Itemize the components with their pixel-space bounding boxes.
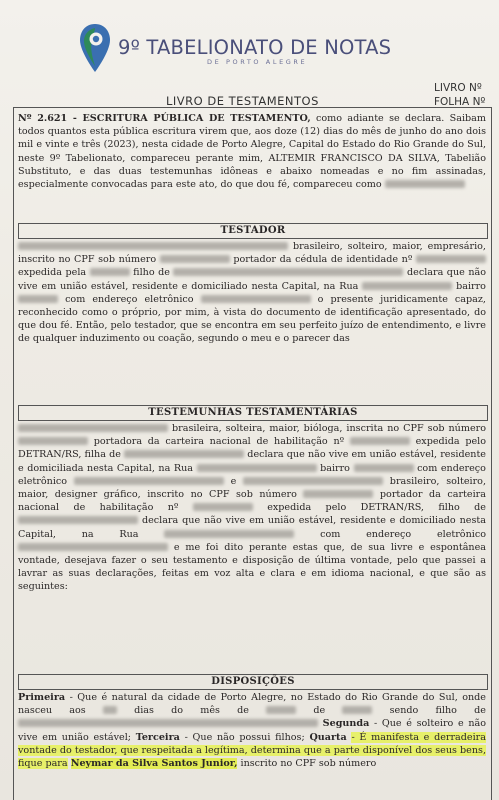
redacted-text: [416, 255, 486, 263]
redacted-text: [90, 268, 130, 276]
redacted-text: [18, 719, 318, 727]
redacted-text: [266, 706, 296, 714]
folha-label: FOLHA Nº: [434, 96, 486, 108]
notary-logo-icon: [78, 22, 112, 74]
redacted-text: [160, 255, 230, 263]
redacted-text: [173, 268, 403, 276]
redacted-text: [193, 503, 253, 511]
redacted-text: [243, 477, 383, 485]
heir-name: Neymar da Silva Santos Junior,: [70, 758, 238, 770]
testemunhas-paragraph: brasileira, solteira, maior, bióloga, inscrita no CPF sob número portadora da carteira nacional de habilitação nº expedida pelo DETRAN/RS, filha de declara que não vive em união estável, residente e domiciliada nesta Capital, na Rua bairro com endereço eletrônico e brasileiro, solteiro, maior, designer gráfico, inscrito no CPF sob número portador da carteira nacional de habilitação nº expedida pelo DETRAN/RS, filho de declara que não vive em união estável, residente e domiciliado nesta Capital, na Rua com endereço eletrônico e me foi dito perante estas que, de sua livre e espontânea vontade, desejava fazer o seu testamento e disposição de última vontade, pelo que passei a lavrar as suas declarações, feitas em voz alta e clara e em idioma nacional, e que são as seguintes:: [18, 423, 487, 593]
highlighted-clause: - É manifesta e derradeira vontade do testador, que respeitada a legítima, determina que a parte disponível dos seus bens, fique para: [18, 731, 486, 770]
section-header-testador: TESTADOR: [18, 223, 488, 239]
book-title: LIVRO DE TESTAMENTOS: [166, 94, 319, 108]
clause-primeira: Primeira: [18, 692, 66, 703]
intro-paragraph: Nº 2.621 - ESCRITURA PÚBLICA DE TESTAMENTO, como adiante se declara. Saibam todos quantos esta pública escritura virem que, aos doze (12) dias do mês de junho do ano dois mil e vinte e três (2023), nesta cidade de Porto Alegre, Capital do Estado do Rio Grande do Sul, neste 9º Tabelionato, compareceu perante mim, ALTEMIR FRANCISCO DA SILVA, Tabelião Substituto, e das duas testemunhas idôneas e abaixo nomeadas e no fim assinadas, especialmente convocadas para este ato, do que dou fé, compareceu como: [18, 113, 487, 191]
clause-terceira: Terceira: [135, 731, 180, 743]
section-header-disposicoes: DISPOSIÇÕES: [18, 674, 488, 690]
brand-name: 9º TABELIONATO DE NOTAS: [118, 36, 392, 59]
redacted-text: [342, 706, 372, 714]
disposicoes-paragraph: Primeira - Que é natural da cidade de Porto Alegre, no Estado do Rio Grande do Sul, onde nasceu aos dias do mês de de sendo filho de Segunda - Que é solteiro e não vive em união estável; Terceira - Que não possui filhos; Quarta - É manifesta e derradeira vontade do testador, que respeitada a legítima, determina que a parte disponível dos seus bens, fique para Neymar da Silva Santos Junior, inscrito no CPF sob número: [18, 692, 486, 770]
redacted-text: [350, 437, 410, 445]
section-header-testemunhas: TESTEMUNHAS TESTAMENTÁRIAS: [18, 405, 488, 421]
redacted-text: [385, 180, 465, 188]
redacted-text: [18, 543, 168, 551]
redacted-text: [354, 464, 414, 472]
clause-segunda: Segunda: [322, 718, 370, 730]
brand-subtitle: DE PORTO ALEGRE: [207, 58, 308, 66]
redacted-text: [201, 295, 311, 303]
redacted-text: [18, 516, 138, 524]
redacted-text: [18, 295, 58, 303]
clause-quarta: Quarta: [309, 731, 347, 743]
deed-number: Nº 2.621 - ESCRITURA PÚBLICA DE TESTAMENTO,: [18, 113, 311, 124]
redacted-text: [18, 242, 288, 250]
testador-paragraph: brasileiro, solteiro, maior, empresário, inscrito no CPF sob número portador da cédula de identidade nº expedida pela filho de declara que não vive em união estável, residente e domiciliado nesta Capital, na Rua bairro com endereço eletrônico o presente juridicamente capaz, reconhecido como o próprio, por mim, à vista do documento de identificação apresentado, do que dou fé. Então, pelo testador, que se encontra em seu perfeito juízo de entendimento, e livre de qualquer induzimento ou coação, segundo o meu e o parecer das: [18, 241, 486, 345]
redacted-text: [18, 424, 168, 432]
redacted-text: [103, 706, 117, 714]
redacted-text: [74, 477, 224, 485]
livro-label: LIVRO Nº: [434, 82, 482, 94]
redacted-text: [303, 490, 373, 498]
redacted-text: [362, 282, 452, 290]
redacted-text: [124, 450, 244, 458]
redacted-text: [18, 437, 88, 445]
redacted-text: [197, 464, 317, 472]
notary-name: ALTEMIR FRANCISCO DA SILVA,: [268, 152, 440, 164]
redacted-text: [164, 530, 294, 538]
